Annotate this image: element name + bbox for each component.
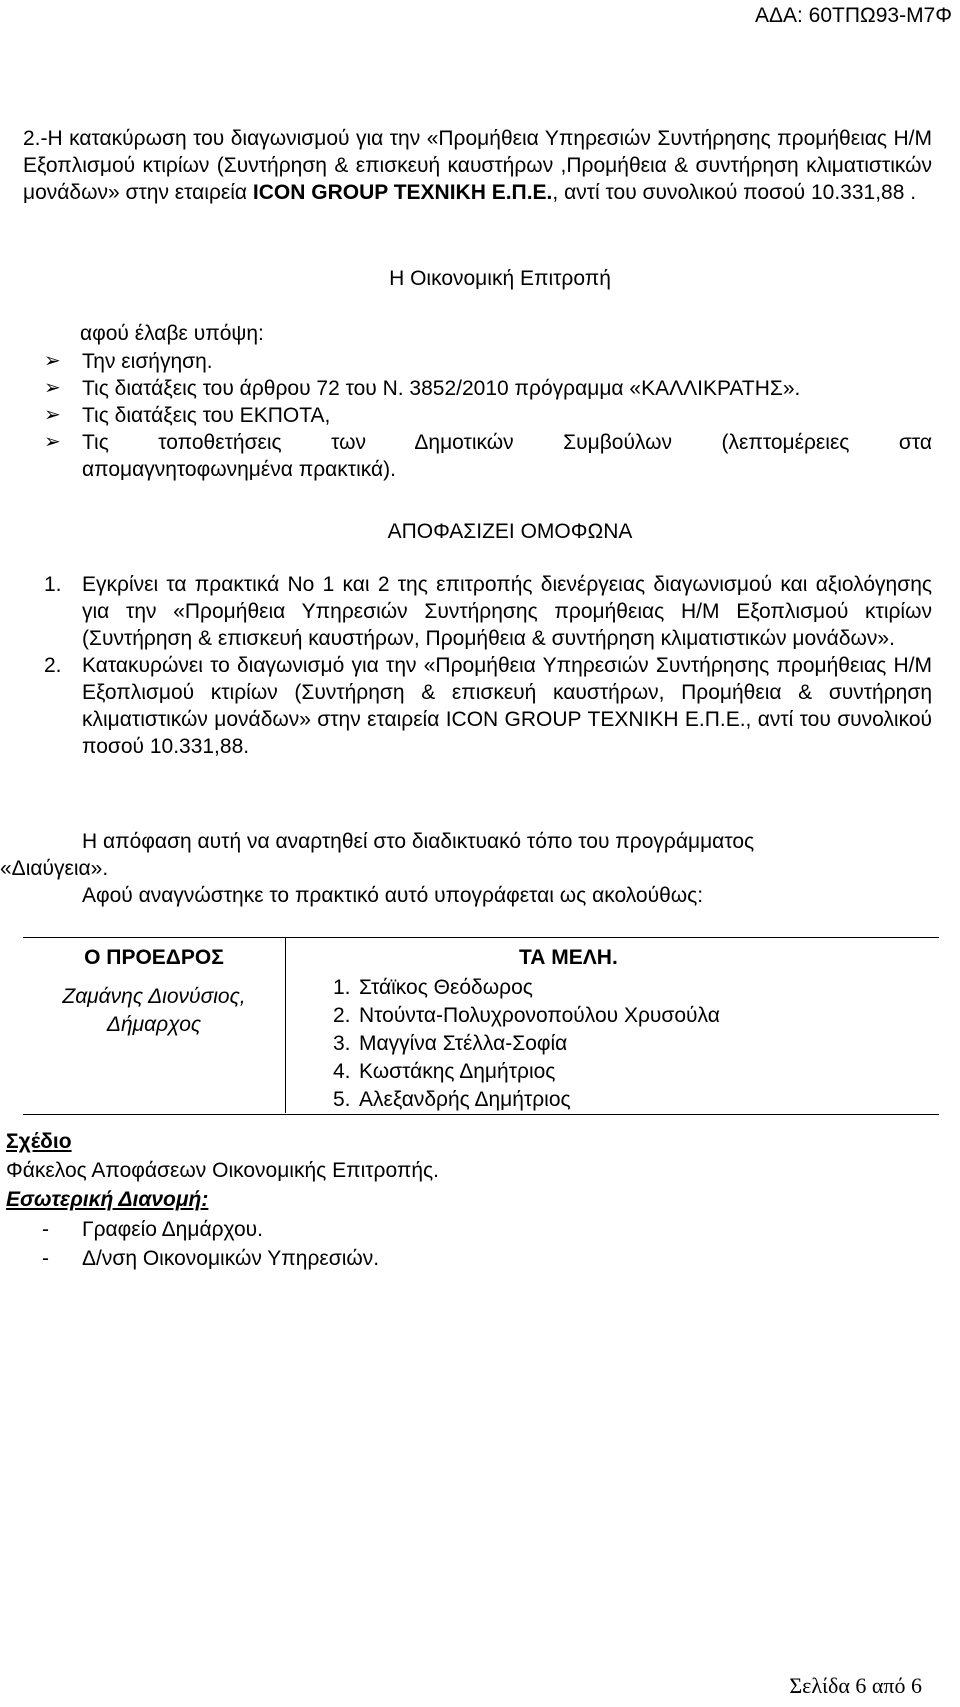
considerations-list	[44, 348, 932, 483]
decision-title: ΑΠΟΦΑΣΙΖΕΙ ΟΜΟΦΩΝΑ	[387, 520, 633, 543]
item-2-company: ICON GROUP ΤΕΧΝΙΚΗ Ε.Π.Ε.	[252, 181, 553, 204]
members-list	[333, 974, 720, 1114]
members-title: ΤΑ ΜΕΛΗ.	[519, 946, 618, 969]
member-item: 4. Κωστάκης Δημήτριος	[333, 1060, 556, 1083]
member-item: 3. Μαγγίνα Στέλλα-Σοφία	[333, 1032, 568, 1055]
president-title: Ο ΠΡΟΕΔΡΟΣ	[84, 946, 224, 969]
list-item-continuation: απομαγνητοφωνημένα πρακτικά).	[82, 458, 396, 481]
distribution-item: - Γραφείο Δημάρχου.	[42, 1218, 264, 1241]
list-item: ➢ Τις τοποθετήσεις των Δημοτικών Συμβούλων (λεπτομέρειες στα	[44, 431, 932, 454]
item-2-text-before: 2.-Η κατακύρωση του διαγωνισμού για την «Προμήθεια Υπηρεσιών Συντήρησης προμήθειας Η/Μ Εξοπλισμού κτιρίων (Συντήρηση & επισκευή καυστήρων ,Προμήθεια & συντήρηση κλιματιστικών μονάδων» στην εταιρεία	[23, 127, 932, 204]
item-2-paragraph	[23, 125, 932, 206]
decision-item: 2. Κατακυρώνει το διαγωνισμό για την «Προμήθεια Υπηρεσιών Συντήρησης προμήθειας Η/Μ Εξοπλισμού κτιρίων (Συντήρηση & επισκευή καυστήρων, Προμήθεια & συντήρηση κλιματιστικών μονάδων» στην εταιρεία ICON GROUP ΤΕΧΝΙΚΗ Ε.Π.Ε., αντί του συνολικού ποσού 10.331,88.	[44, 654, 932, 758]
president-name: Ζαμάνης Διονύσιος, Δήμαρχος	[62, 985, 246, 1036]
member-item: 1. Στάϊκος Θεόδωρος	[333, 976, 533, 999]
item-2-text-after: , αντί του συνολικού ποσού 10.331,88 .	[552, 181, 917, 204]
decision-item: 1. Εγκρίνει τα πρακτικά Νο 1 και 2 της επιτροπής διενέργειας διαγωνισμού και αξιολόγησης για την «Προμήθεια Υπηρεσιών Συντήρησης προμήθειας Η/Μ Εξοπλισμού κτιρίων (Συντήρηση & επισκευή καυστήρων, Προμήθεια & συντήρηση κλιματιστικών μονάδων».	[44, 573, 932, 650]
publication-paragraph: Η απόφαση αυτή να αναρτηθεί στο διαδικτυακό τόπο του προγράμματος «Διαύγεια».	[0, 830, 755, 880]
member-item: 5. Αλεξανδρής Δημήτριος	[333, 1088, 571, 1111]
arrow-bullet-icon: ➢	[44, 377, 61, 399]
list-item: ➢ Την εισήγηση.	[44, 350, 213, 373]
decision-list	[44, 571, 932, 760]
plan-heading: Σχέδιο	[6, 1130, 72, 1153]
member-item: 2. Ντούντα-Πολυχρονοπούλου Χρυσούλα	[333, 1004, 720, 1027]
ada-code: ΑΔΑ: 60ΤΠΩ93-Μ7Φ	[754, 4, 952, 27]
distribution-heading: Εσωτερική Διανομή:	[6, 1188, 209, 1211]
arrow-bullet-icon: ➢	[44, 350, 61, 372]
plan-value: Φάκελος Αποφάσεων Οικονομικής Επιτροπής.	[6, 1159, 440, 1182]
committee-title: Η Οικονομική Επιτροπή	[389, 267, 611, 290]
distribution-list	[6, 1215, 379, 1273]
signed-statement: Αφού αναγνώστηκε το πρακτικό αυτό υπογράφεται ως ακολούθως:	[82, 884, 704, 907]
members-cell	[287, 937, 939, 1113]
after-note: αφού έλαβε υπόψη:	[80, 322, 264, 345]
list-item: ➢ Τις διατάξεις του ΕΚΠΟΤΑ,	[44, 404, 331, 427]
arrow-bullet-icon: ➢	[44, 404, 61, 426]
president-cell	[23, 937, 286, 1113]
distribution-item: - Δ/νση Οικονομικών Υπηρεσιών.	[42, 1247, 380, 1270]
arrow-bullet-icon: ➢	[44, 431, 61, 453]
list-item: ➢ Τις διατάξεις του άρθρου 72 του Ν. 3852/2010 πρόγραμμα «ΚΑΛΛΙΚΡΑΤΗΣ».	[44, 377, 801, 400]
page-number: Σελίδα 6 από 6	[789, 1673, 922, 1698]
